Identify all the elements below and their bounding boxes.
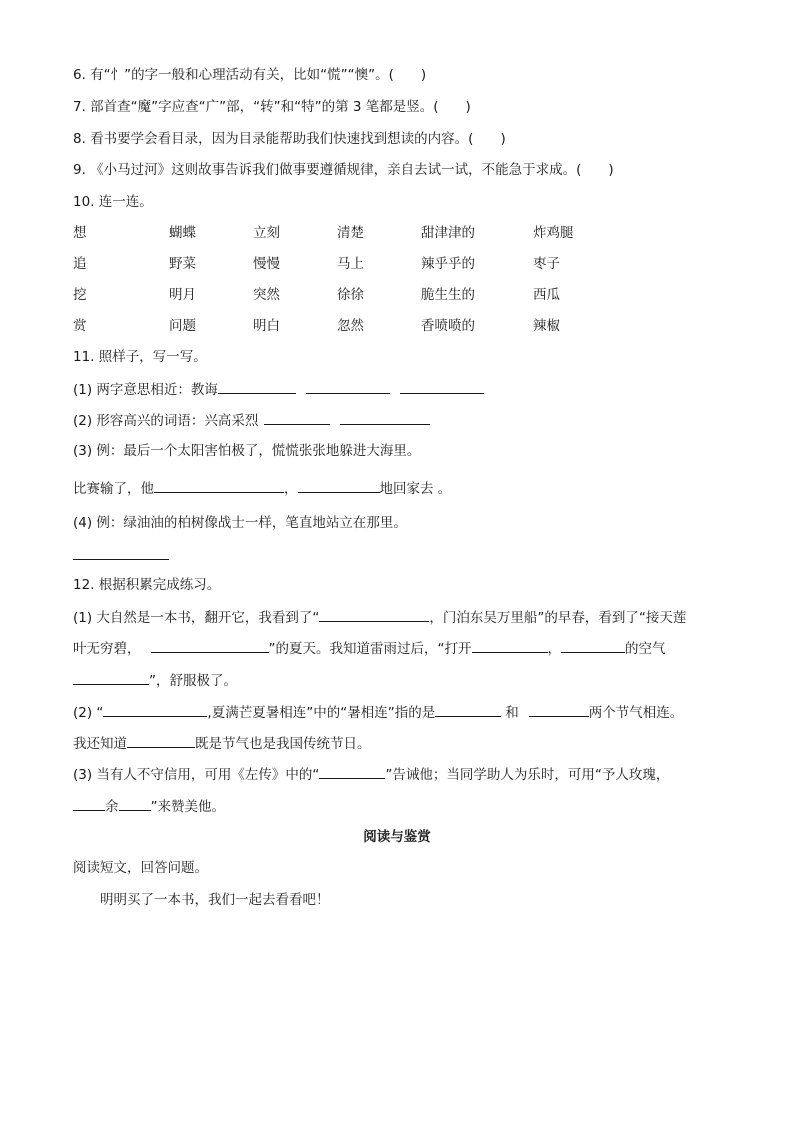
- reading-passage-line: 明明买了一本书，我们一起去看看吧！: [100, 892, 330, 908]
- prompt-text: ”，舒服极了。: [149, 673, 237, 689]
- answer-blank[interactable]: [103, 702, 207, 717]
- question-11-part-4-answer: [73, 545, 169, 566]
- question-8: 8. 看书要学会看目录，因为目录能帮助我们快速找到想读的内容。( ): [73, 131, 506, 147]
- prompt-text: ,夏满芒夏暑相连”中的“暑相连”指的是: [207, 705, 436, 721]
- answer-blank[interactable]: [73, 670, 149, 685]
- prompt-text: 两个节气相连。: [588, 705, 684, 721]
- answer-blank[interactable]: [306, 379, 390, 394]
- prompt-text: ，门泊东吴万里船”的早春，看到了“接天莲: [429, 610, 687, 626]
- match-word[interactable]: 辣椒: [533, 318, 560, 334]
- answer-blank[interactable]: [561, 638, 625, 653]
- match-word[interactable]: 挖: [73, 287, 87, 303]
- prompt-text: 比赛输了，他: [73, 481, 154, 497]
- question-12-part-1-line-3: [73, 670, 237, 691]
- answer-blank[interactable]: [119, 796, 151, 811]
- prompt-text: ，: [547, 641, 561, 657]
- question-12-title: 12. 根据积累完成练习。: [73, 577, 221, 593]
- prompt-text: 的空气: [625, 641, 666, 657]
- answer-blank[interactable]: [529, 702, 589, 717]
- answer-blank[interactable]: [151, 638, 269, 653]
- prompt-text: 我还知道: [73, 736, 127, 752]
- match-word[interactable]: 突然: [253, 287, 280, 303]
- match-word[interactable]: 徐徐: [337, 287, 364, 303]
- prompt-text: (2) 形容高兴的词语：兴高采烈: [73, 413, 259, 429]
- prompt-text: (2) “: [73, 705, 104, 721]
- answer-blank[interactable]: [73, 796, 105, 811]
- section-title: 阅读与鉴赏: [363, 829, 431, 845]
- match-word[interactable]: 辣乎乎的: [421, 256, 475, 272]
- question-11-part-3-answer: [73, 478, 451, 499]
- question-12-part-1-line-2: [73, 638, 666, 659]
- answer-blank[interactable]: [298, 478, 380, 493]
- question-7: 7. 部首查“魔”字应查“广”部，“转”和“特”的第 3 笔都是竖。( ): [73, 99, 471, 115]
- match-word[interactable]: 炸鸡腿: [533, 225, 574, 241]
- answer-blank[interactable]: [435, 702, 501, 717]
- match-word[interactable]: 蝴蝶: [169, 225, 196, 241]
- match-word[interactable]: 追: [73, 256, 87, 272]
- match-word[interactable]: 西瓜: [533, 287, 560, 303]
- match-word[interactable]: 甜津津的: [421, 225, 475, 241]
- match-word[interactable]: 忽然: [337, 318, 364, 334]
- question-12-part-2-line-1: [73, 702, 683, 723]
- answer-blank[interactable]: [400, 379, 484, 394]
- match-word[interactable]: 立刻: [253, 225, 280, 241]
- match-word[interactable]: 脆生生的: [421, 287, 475, 303]
- answer-blank[interactable]: [340, 410, 430, 425]
- prompt-text: 和: [505, 705, 519, 721]
- question-11-part-1: [73, 379, 484, 400]
- question-11-part-2: [73, 410, 430, 431]
- answer-blank[interactable]: [319, 607, 429, 622]
- prompt-text: 既是节气也是我国传统节日。: [195, 736, 371, 752]
- match-word[interactable]: 清楚: [337, 225, 364, 241]
- match-word[interactable]: 问题: [169, 318, 196, 334]
- match-word[interactable]: 明月: [169, 287, 196, 303]
- match-word[interactable]: 枣子: [533, 256, 560, 272]
- question-12-part-3-line-1: [73, 764, 669, 785]
- match-word[interactable]: 赏: [73, 318, 87, 334]
- prompt-text: ”的夏天。我知道雷雨过后，“打开: [268, 641, 472, 657]
- answer-blank[interactable]: [127, 733, 195, 748]
- prompt-text: (1) 两字意思相近：教诲: [73, 382, 218, 398]
- question-11-part-3: (3) 例：最后一个太阳害怕极了，慌慌张张地躲进大海里。: [73, 443, 421, 459]
- question-9: 9. 《小马过河》这则故事告诉我们做事要遵循规律，亲自去试一试，不能急于求成。( ): [73, 162, 614, 178]
- question-10-title: 10. 连一连。: [73, 194, 153, 210]
- prompt-text: (3) 当有人不守信用，可用《左传》中的“: [73, 767, 320, 783]
- answer-blank[interactable]: [154, 478, 284, 493]
- answer-blank[interactable]: [472, 638, 548, 653]
- match-word[interactable]: 想: [73, 225, 87, 241]
- answer-blank[interactable]: [73, 545, 169, 560]
- answer-blank[interactable]: [218, 379, 296, 394]
- prompt-text: ”告诫他；当同学助人为乐时，可用“予人玫瑰，: [385, 767, 670, 783]
- question-12-part-2-line-2: [73, 733, 371, 754]
- prompt-text: 地回家去 。: [379, 481, 452, 497]
- match-word[interactable]: 野菜: [169, 256, 196, 272]
- match-word[interactable]: 慢慢: [253, 256, 280, 272]
- question-12-part-3-line-2: [73, 796, 225, 817]
- answer-blank[interactable]: [319, 764, 385, 779]
- match-word[interactable]: 马上: [337, 256, 364, 272]
- match-word[interactable]: 明白: [253, 318, 280, 334]
- answer-blank[interactable]: [264, 410, 330, 425]
- question-6: 6. 有“忄”的字一般和心理活动有关，比如“慌”“懊”。( ): [73, 67, 427, 83]
- prompt-text: 余: [105, 799, 119, 815]
- prompt-text: (1) 大自然是一本书，翻开它，我看到了“: [73, 610, 320, 626]
- prompt-text: ”来赞美他。: [150, 799, 225, 815]
- prompt-text: ，: [284, 481, 298, 497]
- match-word[interactable]: 香喷喷的: [421, 318, 475, 334]
- question-11-title: 11. 照样子，写一写。: [73, 349, 207, 365]
- question-11-part-4: (4) 例：绿油油的柏树像战士一样，笔直地站立在那里。: [73, 515, 407, 531]
- prompt-text: 叶无穷碧，: [73, 641, 141, 657]
- reading-instruction: 阅读短文，回答问题。: [73, 860, 208, 876]
- question-12-part-1-line-1: [73, 607, 686, 628]
